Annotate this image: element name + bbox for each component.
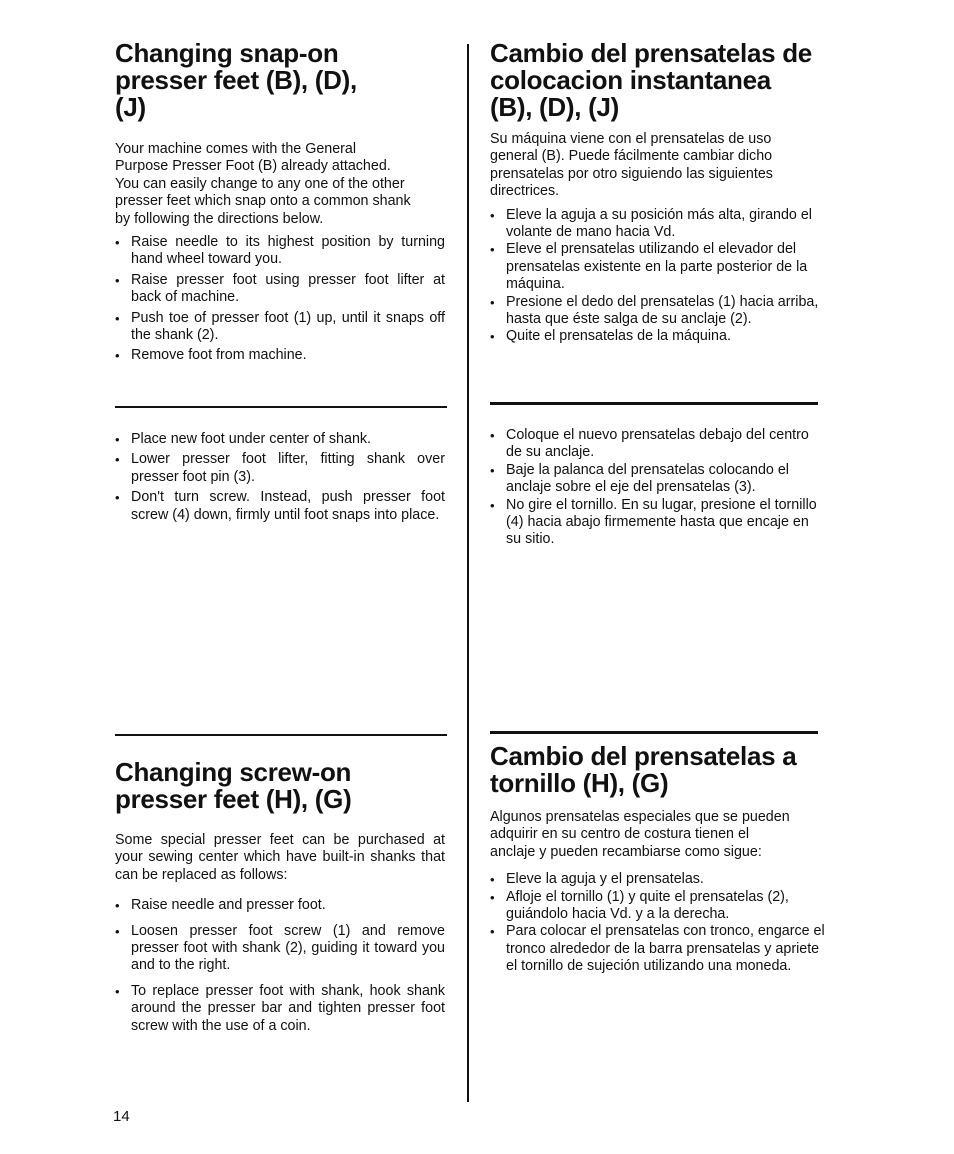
list-item: • Afloje el tornillo (1) y quite el prensatelas (2), guiándolo hacia Vd. y a la derecha. (490, 889, 825, 924)
column-divider (467, 44, 469, 1102)
list-item: • Lower presser foot lifter, fitting shank over presser foot pin (3). (115, 451, 445, 486)
intro-paragraph-en: Your machine comes with the General Purpose Presser Foot (B) already attached. You can easily change to any one of the other presser feet which snap onto a common shank by following the directions below. (115, 141, 411, 227)
bullet-list (490, 871, 825, 975)
divider-rule (115, 734, 447, 736)
screw-on-section-en (115, 759, 445, 1043)
list-item: • Eleve la aguja a su posición más alta, girando el volante de mano hacia Vd. (490, 207, 825, 242)
snap-on-section-es (490, 40, 825, 346)
divider-rule (490, 731, 818, 734)
divider-rule (490, 402, 818, 405)
list-item: • Baje la palanca del prensatelas colocando el anclaje sobre el eje del prensatelas (3). (490, 462, 825, 497)
screw-on-section-es (490, 743, 825, 976)
intro-paragraph-es: Su máquina viene con el prensatelas de uso general (B). Puede fácilmente cambiar dicho prensatelas por otro siguiendo las siguientes directrices. (490, 131, 773, 200)
bullet-list (115, 431, 445, 524)
list-item: • Raise needle and presser foot. (115, 897, 445, 914)
list-item: • Raise presser foot using presser foot lifter at back of machine. (115, 272, 445, 307)
list-item: • Presione el dedo del prensatelas (1) hacia arriba, hasta que éste salga de su anclaje (2). (490, 294, 825, 329)
list-item: • Push toe of presser foot (1) up, until it snaps off the shank (2). (115, 310, 445, 345)
bullet-list (490, 427, 825, 549)
list-item: • Quite el prensatelas de la máquina. (490, 328, 825, 345)
list-item: • Place new foot under center of shank. (115, 431, 445, 448)
section-title-screw-on-es: Cambio del prensatelas a tornillo (H), (G) (490, 741, 797, 798)
bullet-list (115, 897, 445, 1035)
list-item: • Raise needle to its highest position by turning hand wheel toward you. (115, 234, 445, 269)
intro-paragraph-es: Algunos prensatelas especiales que se pueden adquirir en su centro de costura tienen el anclaje y pueden recambiarse como sigue: (490, 809, 790, 860)
section-title-snap-on-en: Changing snap-on presser feet (B), (D), (J) (115, 38, 357, 122)
section-title-screw-on-en: Changing screw-on presser feet (H), (G) (115, 757, 352, 814)
intro-paragraph-en: Some special presser feet can be purchased at your sewing center which have built-in shanks that can be replaced as follows: (115, 832, 445, 883)
list-item: • Loosen presser foot screw (1) and remove presser foot with shank (2), guiding it toward you and to the right. (115, 923, 445, 975)
list-item: • No gire el tornillo. En su lugar, presione el tornillo (4) hacia abajo firmemente hasta que encaje en su sitio. (490, 497, 825, 549)
snap-on-section-en (115, 40, 445, 368)
list-item: • To replace presser foot with shank, hook shank around the presser bar and tighten presser foot screw with the use of a coin. (115, 983, 445, 1035)
list-item: • Eleve la aguja y el prensatelas. (490, 871, 825, 888)
list-item: • Para colocar el prensatelas con tronco, engarce el tronco alrededor de la barra prensatelas y apriete el tornillo de sujeción utilizando una moneda. (490, 923, 825, 975)
list-item: • Remove foot from machine. (115, 347, 445, 364)
page-number: 14 (113, 1108, 130, 1125)
bullet-list (490, 207, 825, 346)
snap-on-steps-es (490, 427, 825, 549)
list-item: • Coloque el nuevo prensatelas debajo del centro de su anclaje. (490, 427, 825, 462)
divider-rule (115, 406, 447, 408)
bullet-list (115, 234, 445, 365)
section-title-snap-on-es: Cambio del prensatelas de colocacion instantanea (B), (D), (J) (490, 38, 812, 122)
list-item: • Don't turn screw. Instead, push presser foot screw (4) down, firmly until foot snaps into place. (115, 489, 445, 524)
snap-on-steps-en (115, 431, 445, 527)
list-item: • Eleve el prensatelas utilizando el elevador del prensatelas existente en la parte posterior de la máquina. (490, 241, 825, 293)
